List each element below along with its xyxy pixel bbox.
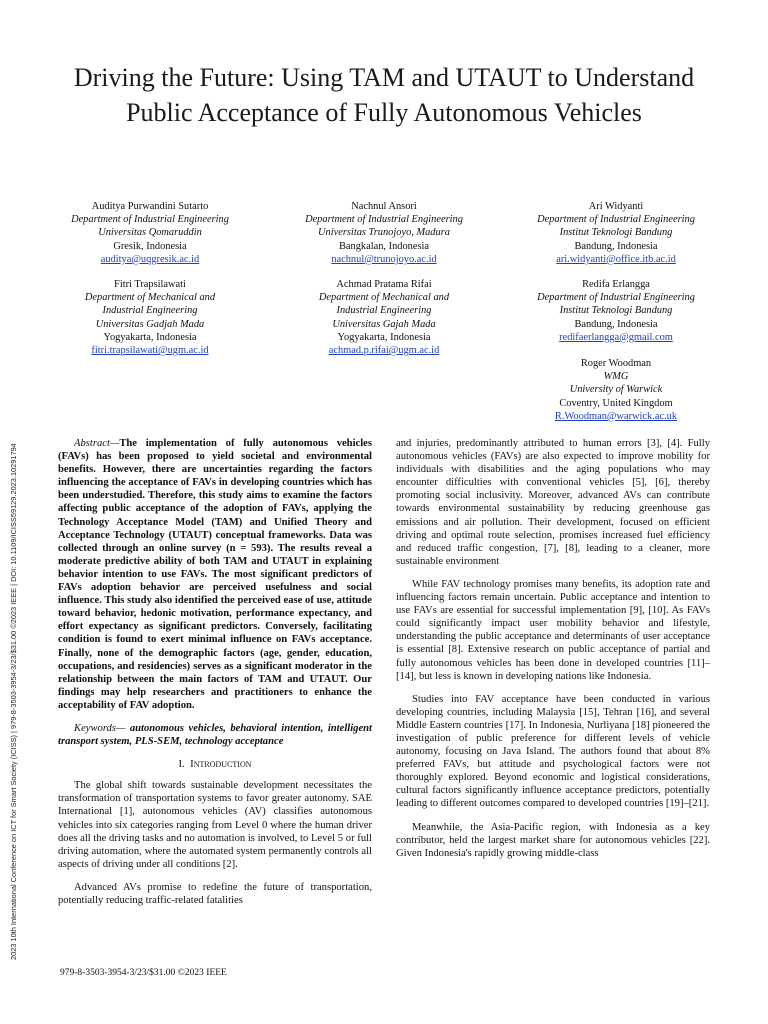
section-title: Introduction bbox=[190, 758, 252, 771]
author-dept: Department of Mechanical and Industrial Engineering bbox=[84, 292, 216, 317]
author-location: Bangkalan, Indonesia bbox=[338, 240, 430, 252]
author-name: Redifa Erlangga bbox=[582, 279, 650, 290]
author-dept: Department of Industrial Engineering bbox=[537, 292, 695, 304]
author-univ: Universitas Gadjah Mada bbox=[95, 318, 205, 330]
author-block bbox=[496, 357, 736, 423]
author-email-link[interactable]: fitri.trapsilawati@ugm.ac.id bbox=[91, 345, 209, 357]
author-location: Gresik, Indonesia bbox=[113, 240, 187, 252]
paper-title: Driving the Future: Using TAM and UTAUT to Understand Public Acceptance of Fully Autonomous Vehicles bbox=[73, 63, 695, 127]
paragraph: The global shift towards sustainable development necessitates the transformation of transportation systems to favor greater autonomy. SAE International [1], autonomous vehicles (AV) classifies autonomous vehicles into six categories ranging from Level 0 where the human driver does all the driving tasks and no automation is involved, to Level 5 or full driving automation, where the automated system permanently controls all aspects of driving under all conditions [2]. bbox=[58, 780, 372, 870]
author-name: Fitri Trapsilawati bbox=[114, 279, 186, 290]
left-column bbox=[58, 437, 372, 917]
author-block bbox=[264, 278, 504, 357]
author-location: Yogyakarta, Indonesia bbox=[103, 331, 197, 343]
author-univ: Institut Teknologi Bandung bbox=[559, 305, 673, 317]
section-heading bbox=[58, 758, 372, 771]
author-email-link[interactable]: redifaerlangga@gmail.com bbox=[559, 331, 673, 343]
author-name: Roger Woodman bbox=[580, 358, 652, 369]
author-dept: Department of Mechanical and Industrial Engineering bbox=[318, 292, 450, 317]
author-email-link[interactable]: R.Woodman@warwick.ac.uk bbox=[554, 410, 678, 422]
section-number: I. bbox=[178, 758, 185, 771]
abstract bbox=[58, 437, 372, 712]
keywords bbox=[58, 722, 372, 748]
author-block bbox=[496, 200, 736, 266]
author-location: Yogyakarta, Indonesia bbox=[337, 331, 431, 343]
author-univ: Universitas Gajah Mada bbox=[332, 318, 436, 330]
author-block bbox=[30, 278, 270, 357]
paragraph: Meanwhile, the Asia-Pacific region, with Indonesia as a key contributor, held the largest market share for autonomous vehicles [22]. Given Indonesia's rapidly growing middle-class bbox=[396, 821, 710, 859]
author-dept: Department of Industrial Engineering bbox=[537, 214, 695, 226]
keywords-lead: Keywords— bbox=[74, 722, 126, 734]
author-dept: Department of Industrial Engineering bbox=[305, 214, 463, 226]
paragraph: Advanced AVs promise to redefine the future of transportation, potentially reducing traffic-related fatalities bbox=[58, 881, 372, 906]
author-email-link[interactable]: ari.widyanti@office.itb.ac.id bbox=[556, 253, 676, 265]
author-block bbox=[496, 278, 736, 344]
author-dept: WMG bbox=[603, 371, 629, 383]
author-block bbox=[30, 200, 270, 266]
abstract-lead: Abstract— bbox=[74, 438, 120, 449]
author-email-link[interactable]: auditya@uqgresik.ac.id bbox=[100, 253, 200, 265]
paragraph: While FAV technology promises many benefits, its adoption rate and influencing factors remain uncertain. Public acceptance and intention to use FAVs are essential for successful implementation [9], [10]. As FAVs could significantly impact user mobility behavior and lifestyle, understanding the public acceptance and determinants of user acceptance is essential [8]. Extensive research on public acceptance of partial and fully autonomous vehicles has been done in developed countries [11]–[14], but less is known in developing nations like Indonesia. bbox=[396, 578, 710, 682]
author-dept: Department of Industrial Engineering bbox=[71, 214, 229, 226]
author-univ: University of Warwick bbox=[569, 384, 663, 396]
author-univ: Universitas Trunojoyo, Madura bbox=[318, 227, 450, 239]
keywords-body: autonomous vehicles, behavioral intention, intelligent transport system, PLS-SEM, technology acceptance bbox=[58, 722, 372, 748]
author-location: Bandung, Indonesia bbox=[574, 240, 658, 252]
author-univ: Institut Teknologi Bandung bbox=[559, 227, 673, 239]
page-footer: 979-8-3503-3954-3/23/$31.00 ©2023 IEEE bbox=[60, 968, 227, 978]
author-location: Coventry, United Kingdom bbox=[559, 397, 673, 409]
author-email-link[interactable]: nachnul@trunojoyo.ac.id bbox=[331, 253, 437, 265]
paragraph: Studies into FAV acceptance have been conducted in various developing countries, including Malaysia [15], Tehran [16], and several Middle Eastern countries [17]. In Indonesia, Nurliyana [18] pioneered the investigation of public preference for different levels of vehicle autonomy, focusing on Java Island. The authors found that about 8% preferred FAVs, but attitude and psychological factors were not thoroughly explored. Beyond economic and logistical considerations, cultural factors significantly influence acceptance predictors, potentially leading to different outcomes compared to developed countries [19]–[21]. bbox=[396, 693, 710, 810]
right-column bbox=[396, 437, 710, 870]
author-name: Ari Widyanti bbox=[588, 201, 644, 212]
paragraph: and injuries, predominantly attributed to human errors [3], [4]. Fully autonomous vehicles (FAVs) are also expected to improve mobility for individuals with disabilities and the aging populations who may encounter difficulties with conventional vehicles [5], [6], thereby promoting social inclusivity. Moreover, advanced AVs can contribute towards environmental sustainability by reducing greenhouse gas emissions and air pollution. Their development, focused on efficient driving and optimal route selection, promises increased fuel efficiency and reduced traffic congestion, [7], [8], leading to a cleaner, more sustainable environment bbox=[396, 438, 710, 567]
author-name: Nachnul Ansori bbox=[351, 201, 417, 212]
author-univ: Universitas Qomaruddin bbox=[98, 227, 202, 239]
author-name: Auditya Purwandini Sutarto bbox=[91, 201, 209, 212]
author-location: Bandung, Indonesia bbox=[574, 318, 658, 330]
author-block bbox=[264, 200, 504, 266]
author-name: Achmad Pratama Rifai bbox=[336, 279, 432, 290]
abstract-body: The implementation of fully autonomous vehicles (FAVs) has been proposed to yield societal and environmental benefits. However, there are uncertainties regarding the factors influencing the acceptance of FAVs in developing countries which has been understudied. Therefore, this study aims to examine the factors affecting public acceptance of the adoption of FAVs, applying the Technology Acceptance Model (TAM) and Unified Theory and Acceptance Technology (UTAUT) conceptual frameworks. Data was collected through an online survey (n = 593). The results reveal a moderate predictive ability of both TAM and UTAUT in explaining behavior intention to use FAVs. The most significant predictors of FAVs adoption behavior are perceived usefulness and social influence. This study also identified the perceived ease of use, attitude toward behavior, hedonic motivation, performance expectancy, and effort expectancy as significant predictors. Conversely, facilitating condition is found to exert minimal influence on FAVs acceptance. Finally, none of the demographic factors (age, gender, education, occupations, and residencies) serves as a significant moderator in the relationship between the main factors of TAM and UTAUT. Our findings may help researchers and practitioners to enhance the acceptability of FAV adoption. bbox=[58, 438, 372, 711]
author-email-link[interactable]: achmad.p.rifai@ugm.ac.id bbox=[328, 345, 440, 357]
conference-sidebar: 2023 10th International Conference on ICT for Smart Society (ICISS) | 979-8-3503-3954-3/23/$31.00 ©2023 IEEE | DOI: 10.1109/ICISS59129.2023.10291794 bbox=[9, 443, 18, 960]
